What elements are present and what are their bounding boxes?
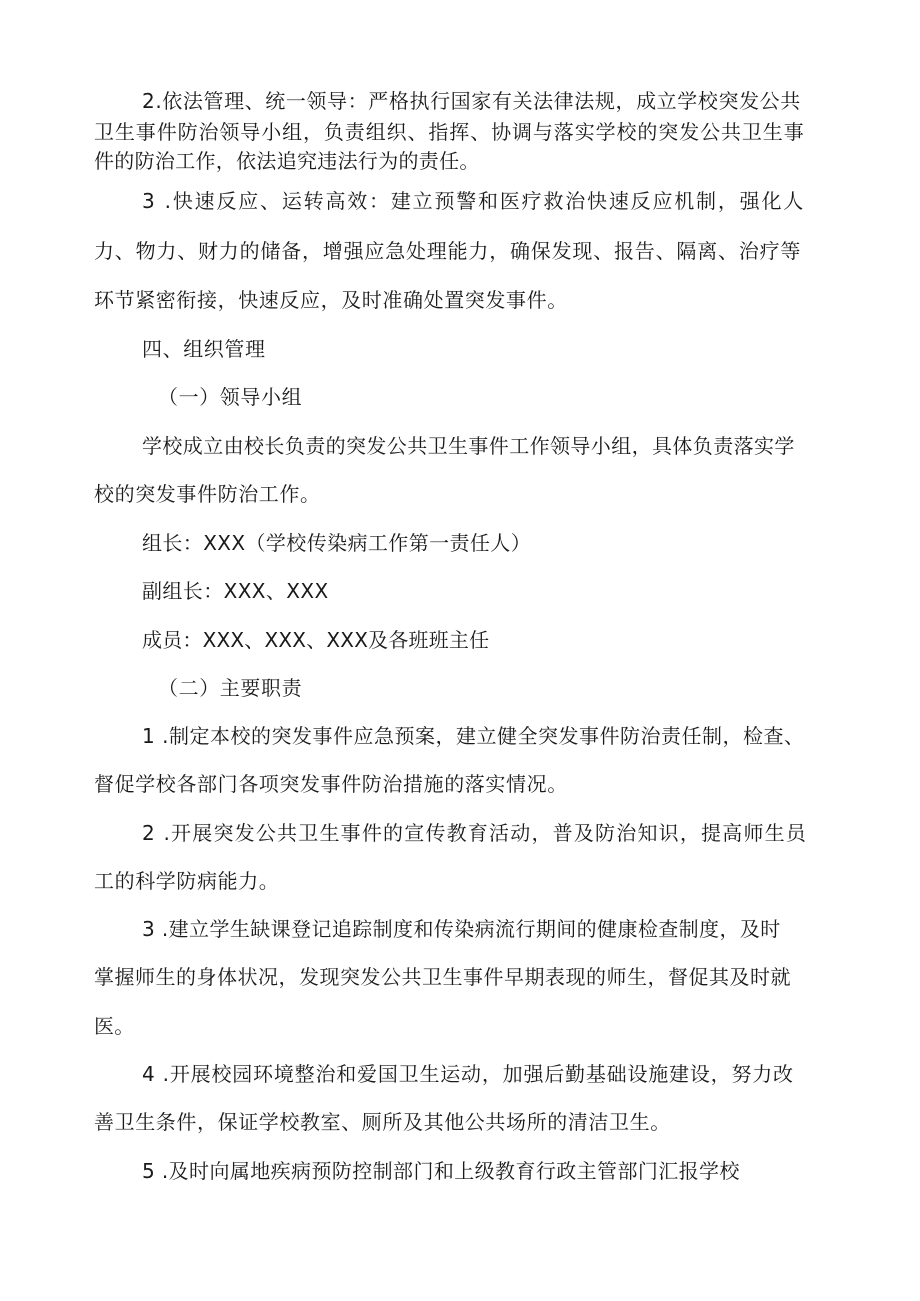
paragraph-line: 2.依法管理、统一领导：严格执行国家有关法律法规，成立学校突发公共 (142, 89, 801, 113)
paragraph-line: 学校成立由校长负责的突发公共卫生事件工作领导小组，具体负责落实学 (142, 434, 795, 458)
paragraph-line: 3 .快速反应、运转高效：建立预警和医疗救治快速反应机制，强化人 (142, 189, 806, 213)
member-line: 副组长：XXX、XXX (142, 579, 329, 603)
member-line: 成员：XXX、XXX、XXX及各班班主任 (142, 628, 490, 652)
paragraph-line: 掌握师生的身体状况，发现突发公共卫生事件早期表现的师生，督促其及时就 (94, 965, 791, 989)
paragraph-line: 2 .开展突发公共卫生事件的宣传教育活动，普及防治知识，提高师生员 (142, 821, 808, 845)
paragraph-line: 4 .开展校园环境整治和爱国卫生运动，加强后勤基础设施建设，努力改 (142, 1062, 794, 1086)
paragraph-line: 5 .及时向属地疾病预防控制部门和上级教育行政主管部门汇报学校 (142, 1159, 740, 1183)
paragraph-line: 工的科学防病能力。 (94, 869, 280, 893)
member-line: 组长：XXX（学校传染病工作第一责任人） (142, 531, 532, 555)
subsection-heading: （二）主要职责 (158, 676, 303, 700)
paragraph-line: 1 .制定本校的突发事件应急预案，建立健全突发事件防治责任制，检查、 (142, 724, 805, 748)
paragraph-line: 力、物力、财力的储备，增强应急处理能力，确保发现、报告、隔离、治疗等 (94, 239, 802, 263)
paragraph-line: 件的防治工作，依法追究违法行为的责任。 (94, 149, 480, 173)
section-heading: 四、组织管理 (142, 337, 266, 361)
paragraph-line: 医。 (94, 1014, 135, 1038)
paragraph-line: 督促学校各部门各项突发事件防治措施的落实情况。 (94, 772, 568, 796)
paragraph-line: 校的突发事件防治工作。 (94, 482, 321, 506)
paragraph-line: 3 .建立学生缺课登记追踪制度和传染病流行期间的健康检查制度，及时 (142, 917, 781, 941)
paragraph-line: 环节紧密衔接，快速反应，及时准确处置突发事件。 (94, 288, 568, 312)
paragraph-line: 卫生事件防治领导小组，负责组织、指挥、协调与落实学校的突发公共卫生事 (94, 120, 805, 144)
paragraph-line: 善卫生条件，保证学校教室、厕所及其他公共场所的清洁卫生。 (94, 1110, 671, 1134)
subsection-heading: （一）领导小组 (158, 385, 303, 409)
